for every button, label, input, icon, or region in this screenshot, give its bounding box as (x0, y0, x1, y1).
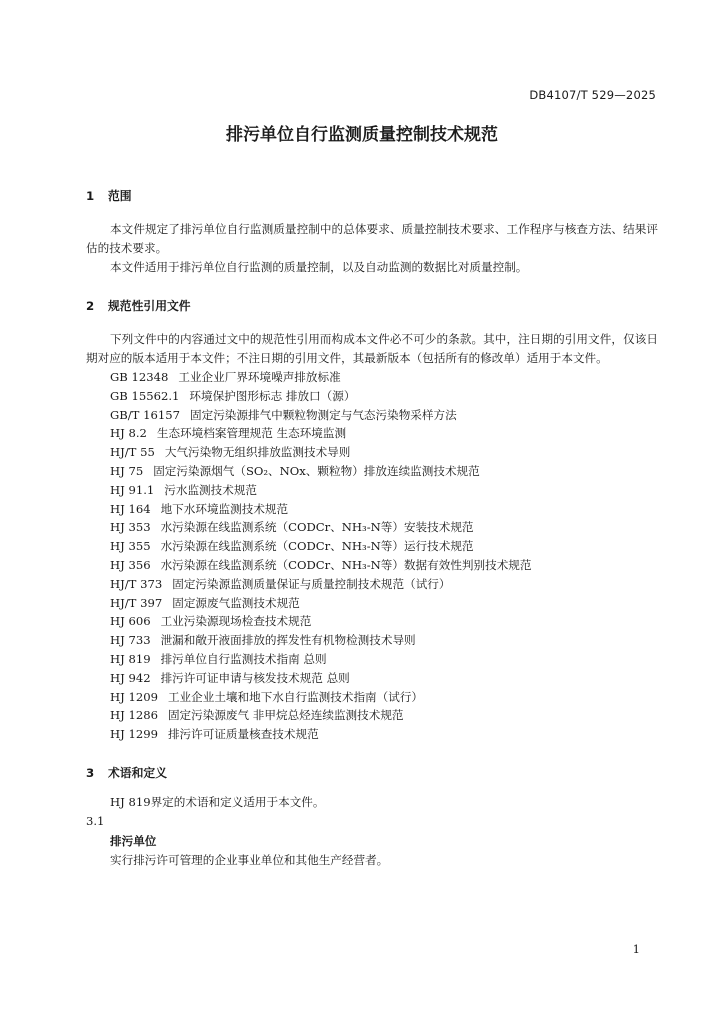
reference-title: 污水监测技术规范 (164, 482, 258, 497)
section-2-heading (86, 296, 658, 316)
reference-item (110, 631, 658, 650)
reference-item (110, 518, 658, 537)
reference-list (86, 368, 658, 744)
reference-title: 生态环境档案管理规范 生态环境监测 (156, 426, 347, 441)
reference-item (110, 575, 658, 594)
section-number: 3 (86, 765, 95, 780)
section-3-heading (86, 763, 658, 783)
reference-code: HJ 355 (110, 539, 151, 554)
reference-item (110, 406, 658, 425)
reference-title: 水污染源在线监测系统（CODCr、NH₃-N等）安装技术规范 (160, 520, 474, 535)
reference-item (110, 462, 658, 481)
reference-code: GB/T 16157 (110, 407, 180, 422)
reference-code: GB 12348 (110, 370, 169, 384)
section-1-heading (86, 186, 658, 206)
reference-title: 排污许可证申请与核发技术规范 总则 (160, 670, 350, 685)
reference-code: GB 15562.1 (110, 388, 180, 403)
reference-code: HJ 1286 (110, 708, 158, 723)
reference-code: HJ 733 (110, 633, 151, 648)
reference-code: HJ 75 (110, 463, 144, 478)
page-number: 1 (632, 942, 640, 956)
reference-code: HJ 164 (110, 501, 151, 516)
reference-title: 排污许可证质量核查技术规范 (167, 727, 319, 742)
term-definition: 实行排污许可管理的企业事业单位和其他生产经营者。 (110, 852, 389, 867)
reference-item (110, 706, 658, 725)
reference-title: 工业企业土壤和地下水自行监测技术指南（试行） (167, 689, 424, 704)
section-title: 范围 (108, 189, 132, 203)
reference-code: HJ 8.2 (110, 426, 147, 441)
document-title: 排污单位自行监测质量控制技术规范 (226, 125, 498, 145)
section-3-paragraph-1: HJ 819界定的术语和定义适用于本文件。 (110, 794, 325, 809)
reference-code: HJ 356 (110, 557, 151, 572)
reference-code: HJ 353 (110, 520, 151, 535)
reference-title: 固定污染源烟气（SO₂、NOx、颗粒物）排放连续监测技术规范 (153, 463, 480, 478)
reference-title: 地下水环境监测技术规范 (160, 501, 289, 516)
reference-code: HJ 91.1 (110, 482, 155, 497)
reference-title: 泄漏和敞开液面排放的挥发性有机物检测技术导则 (160, 633, 416, 648)
reference-item (110, 725, 658, 744)
reference-item (110, 481, 658, 500)
subsection-number: 3.1 (86, 813, 105, 828)
section-number: 2 (86, 299, 95, 313)
reference-item (110, 688, 658, 707)
section-1-paragraph-2: 本文件适用于排污单位自行监测的质量控制，以及自动监测的数据比对质量控制。 (110, 260, 528, 274)
reference-code: HJ 1299 (110, 727, 158, 742)
reference-title: 固定污染源废气 非甲烷总烃连续监测技术规范 (167, 708, 404, 723)
reference-item (110, 669, 658, 688)
reference-code: HJ 942 (110, 670, 151, 685)
reference-title: 固定源废气监测技术规范 (172, 595, 300, 610)
reference-title: 工业污染源现场检查技术规范 (160, 614, 312, 629)
reference-title: 工业企业厂界环境噪声排放标准 (178, 370, 341, 384)
reference-code: HJ/T 373 (110, 576, 163, 591)
reference-title: 环境保护图形标志 排放口（源） (189, 388, 356, 403)
reference-title: 固定污染源排气中颗粒物测定与气态污染物采样方法 (190, 407, 457, 422)
reference-item (110, 594, 658, 613)
reference-title: 排污单位自行监测技术指南 总则 (160, 651, 327, 666)
reference-item (110, 612, 658, 631)
section-number: 1 (86, 189, 95, 203)
section-1-paragraph-1: 本文件规定了排污单位自行监测质量控制中的总体要求、质量控制技术要求、工作程序与核查方法、结果评估的技术要求。 (86, 222, 658, 255)
reference-title: 水污染源在线监测系统（CODCr、NH₃-N等）数据有效性判别技术规范 (160, 557, 532, 572)
section-2-paragraph-1: 下列文件中的内容通过文中的规范性引用而构成本文件必不可少的条款。其中，注日期的引用文件，仅该日期对应的版本适用于本文件；不注日期的引用文件，其最新版本（包括所有的修改单）适用于本文件。 (86, 332, 658, 365)
document-body (86, 186, 658, 870)
reference-item (110, 368, 658, 387)
reference-title: 大气污染物无组织排放监测技术导则 (164, 445, 351, 460)
reference-code: HJ/T 397 (110, 595, 163, 610)
reference-title: 水污染源在线监测系统（CODCr、NH₃-N等）运行技术规范 (160, 539, 474, 554)
reference-item (110, 500, 658, 519)
reference-item (110, 556, 658, 575)
document-number: DB4107/T 529—2025 (529, 88, 656, 102)
reference-code: HJ/T 55 (110, 445, 155, 460)
reference-code: HJ 1209 (110, 689, 158, 704)
reference-item (110, 650, 658, 669)
section-title: 术语和定义 (108, 765, 167, 780)
section-title: 规范性引用文件 (108, 299, 191, 313)
reference-code: HJ 606 (110, 614, 151, 629)
reference-item (110, 537, 658, 556)
term-name: 排污单位 (110, 833, 157, 848)
reference-item (110, 443, 658, 462)
reference-code: HJ 819 (110, 651, 151, 666)
reference-title: 固定污染源监测质量保证与质量控制技术规范（试行） (172, 576, 451, 591)
reference-item (110, 387, 658, 406)
reference-item (110, 424, 658, 443)
